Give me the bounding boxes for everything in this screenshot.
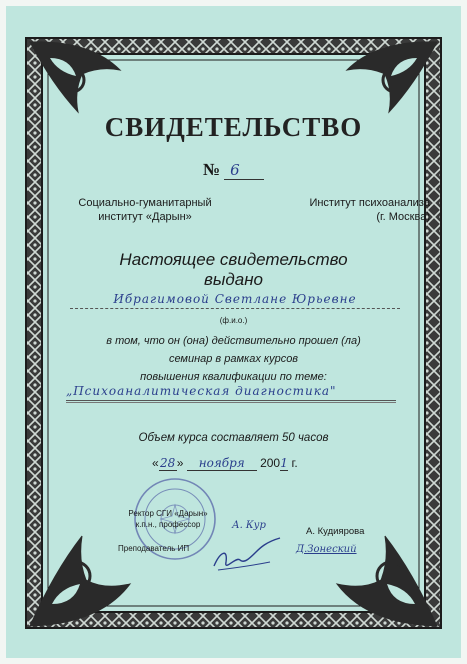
issued-statement [0,250,467,290]
org-left-line-2: институт «Дарын» [98,211,192,223]
signature-initials: А. Кур [232,520,266,531]
org-right-line-1: Институт психоанализа [309,197,430,209]
date-year-digit: 1 [280,456,288,470]
date-month: ноября [187,456,257,471]
body-line-3: повышения квалификации по теме: [140,371,327,383]
number-label: № [202,160,220,179]
rector-signature-block [108,508,228,530]
topic-underline [66,402,396,403]
issuer-institute-left [70,196,220,224]
body-line-2: семинар в рамках курсов [168,353,299,365]
date-quote-close: » [176,456,184,470]
issued-line-1: Настоящее свидетельство [119,250,348,269]
fio-caption: (ф.и.о.) [219,316,248,325]
date-quote-open: « [152,456,159,470]
date-day: 28 [160,456,176,470]
course-volume: Объем курса составляет 50 часов [138,432,329,444]
issued-line-2: выдано [203,270,264,289]
issuer-institute-right [280,196,430,224]
certificate-body [0,332,467,386]
org-left-line-1: Социально-гуманитарный [78,197,212,209]
certificate-number [0,160,467,180]
number-value: 6 [224,161,264,180]
date-year-prefix: 200 [260,456,281,470]
course-topic: „Психоаналитическая диагностика" [66,384,396,401]
recipient-name: Ибрагимовой Светлане Юрьевне [70,292,400,309]
handwritten-signature [210,532,290,576]
issue-date [152,456,298,471]
rector-title: Ректор СГИ «Дарын» [128,509,208,518]
teacher-label: Преподаватель ИП [118,544,190,553]
teacher-signature: Д.Зонеский [296,544,357,555]
rector-degree: к.п.н., профессор [135,520,201,529]
certificate-title: СВИДЕТЕЛЬСТВО [104,112,363,142]
body-line-1: в том, что он (она) действительно прошел (ла) [106,335,361,347]
kudiyarova-name: А. Кудиярова [306,526,365,537]
org-right-line-2: (г. Москва) [376,211,430,223]
date-year-suffix: г. [291,456,298,470]
